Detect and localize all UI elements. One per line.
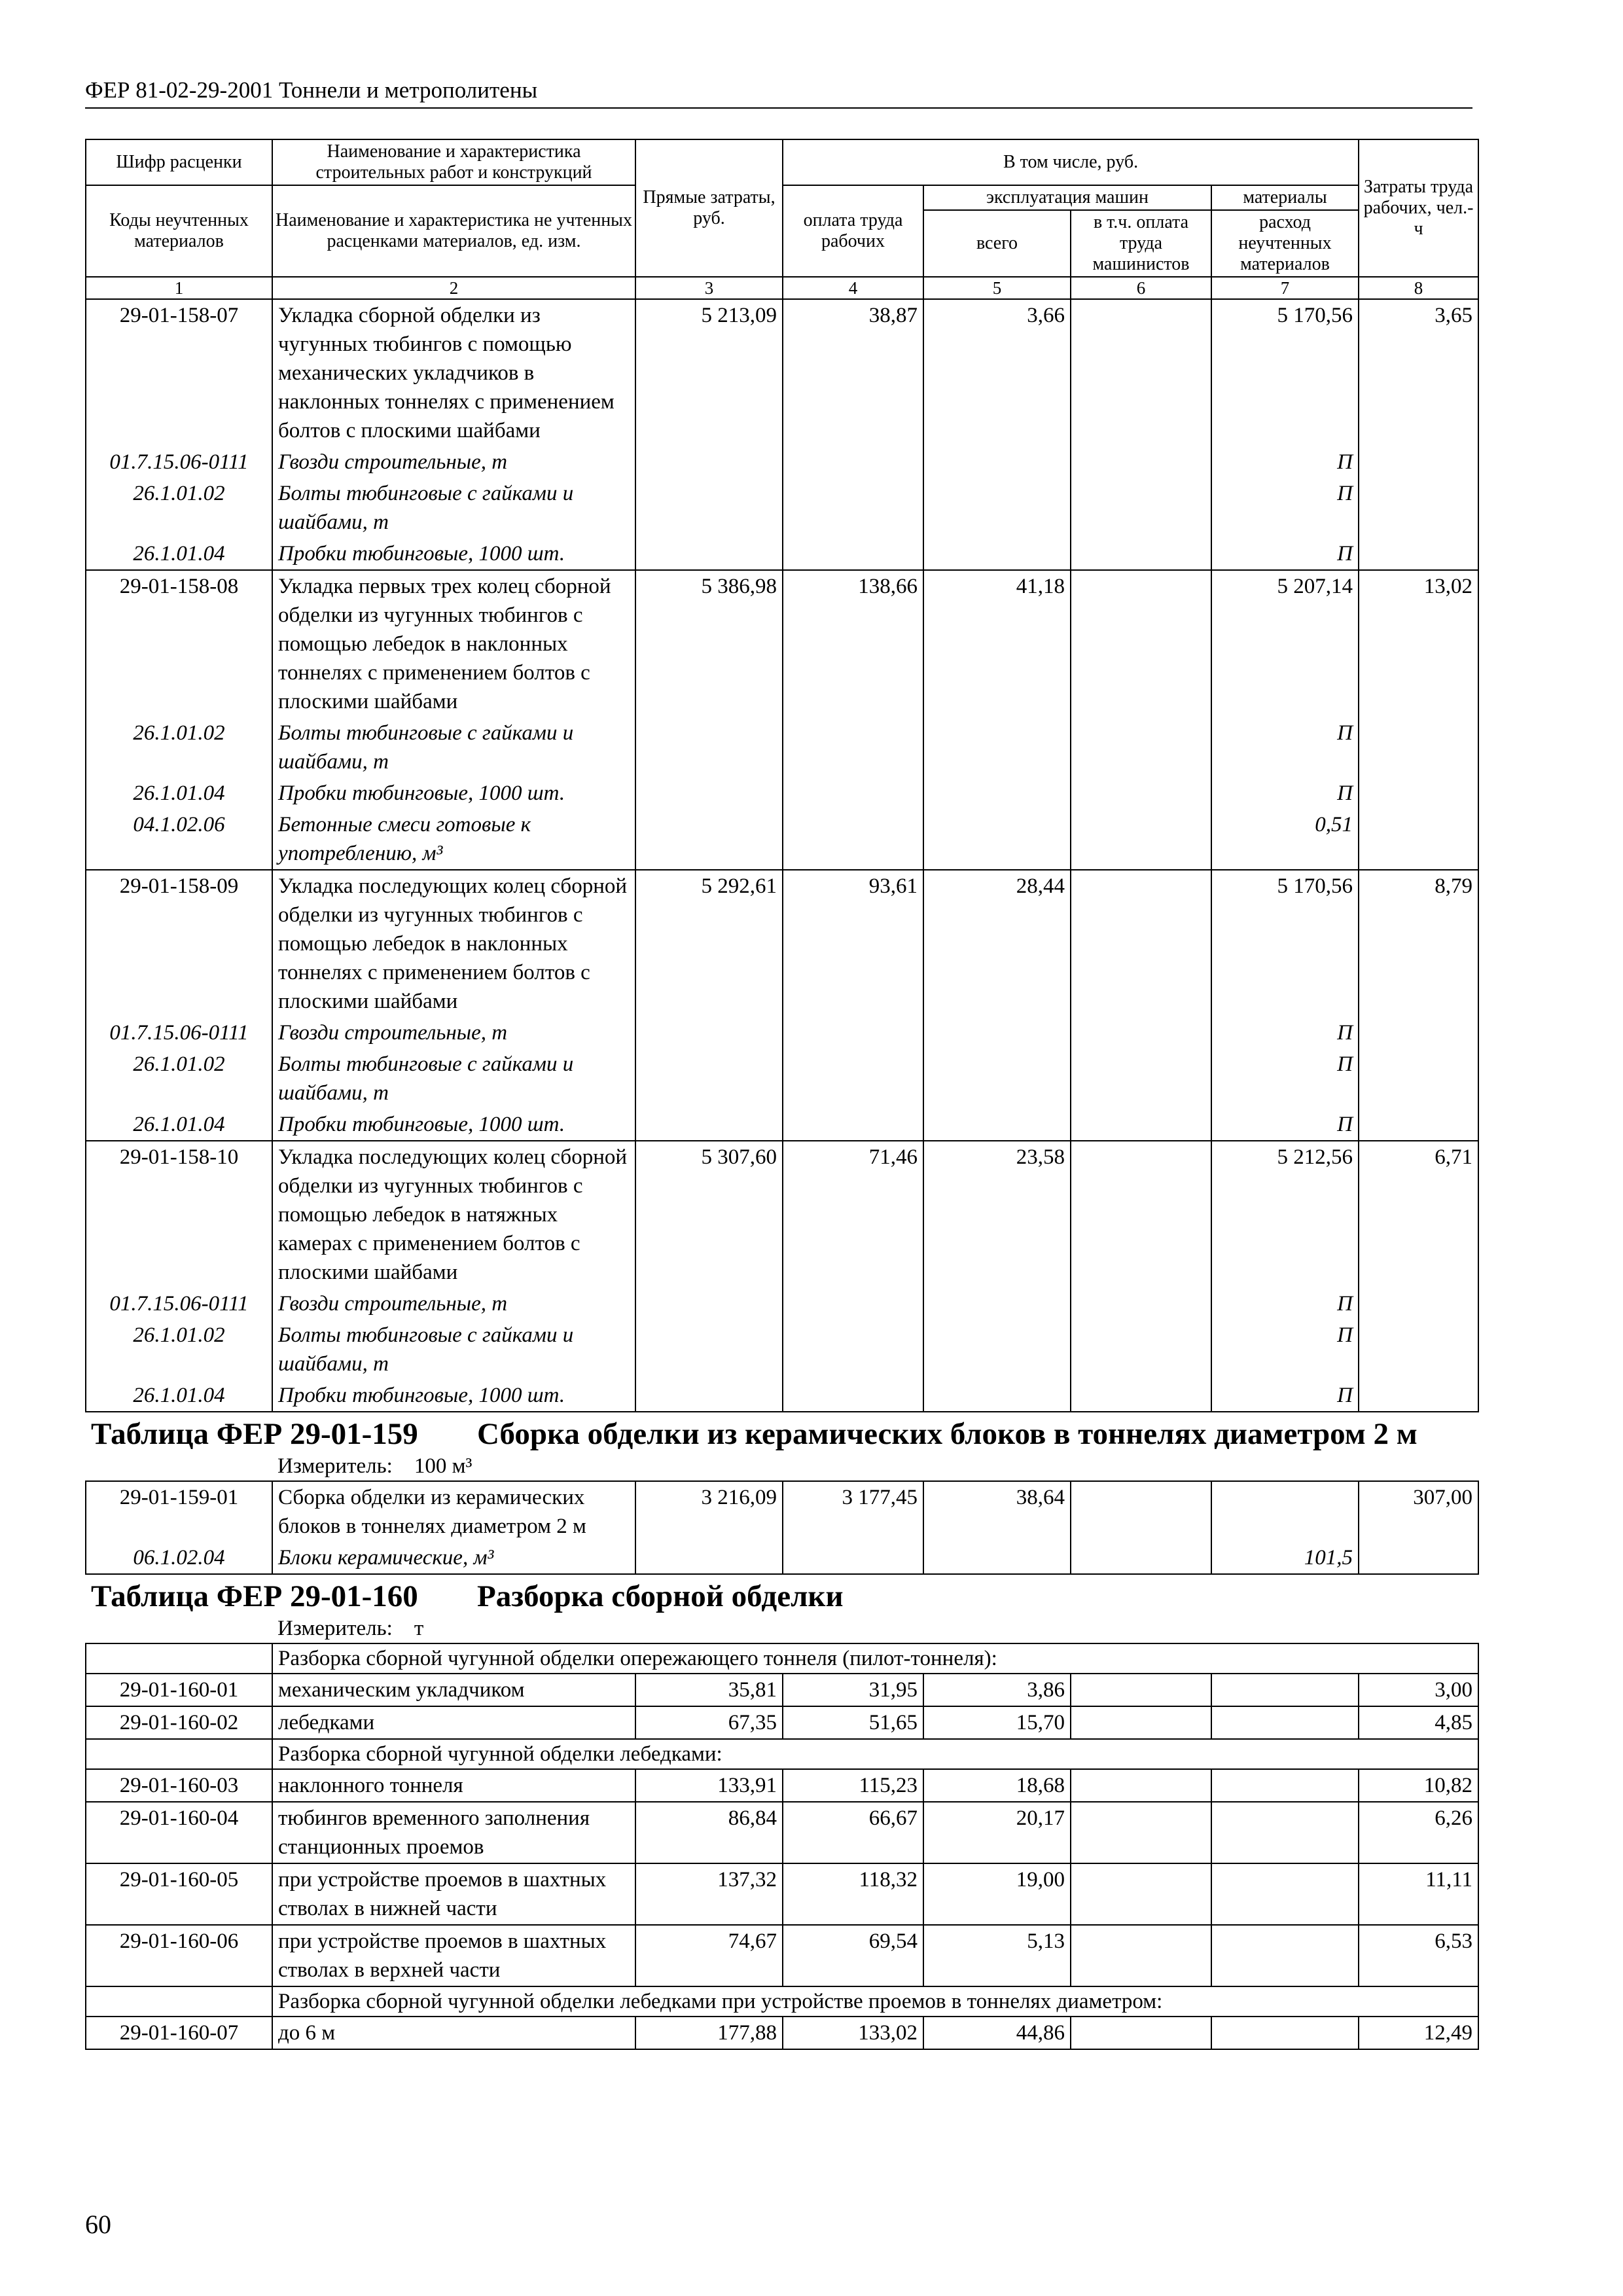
empty-cell xyxy=(783,809,923,870)
rate-code: 29-01-160-02 xyxy=(86,1706,272,1739)
table-code: Таблица ФЕР 29-01-159 xyxy=(91,1417,418,1451)
machines-total: 38,64 xyxy=(923,1481,1071,1542)
empty-cell xyxy=(1071,1288,1211,1319)
material-code: 04.1.02.06 xyxy=(86,809,272,870)
empty-cell xyxy=(1359,538,1478,570)
material-code: 26.1.01.04 xyxy=(86,538,272,570)
material-row xyxy=(86,778,1478,809)
rate-code: 29-01-160-04 xyxy=(86,1802,272,1863)
empty-cell xyxy=(783,1542,923,1574)
rate-code: 29-01-158-08 xyxy=(86,570,272,717)
material-usage: П xyxy=(1211,778,1359,809)
direct-cost: 67,35 xyxy=(635,1706,783,1739)
rate-name: лебедками xyxy=(272,1706,635,1739)
direct-cost: 3 216,09 xyxy=(635,1481,783,1542)
material-name: Бетонные смеси готовые к употреблению, м³ xyxy=(272,809,635,870)
rate-row xyxy=(86,1706,1478,1739)
rate-row xyxy=(86,1141,1478,1288)
empty-cell xyxy=(1359,1380,1478,1412)
measure-row xyxy=(86,1614,1478,1643)
material-usage: П xyxy=(1211,1017,1359,1049)
empty-cell xyxy=(923,1380,1071,1412)
empty-cell xyxy=(1359,1542,1478,1574)
col-number: 1 xyxy=(86,277,272,299)
material-code: 01.7.15.06-0111 xyxy=(86,446,272,478)
empty-cell xyxy=(923,1109,1071,1141)
rate-code: 29-01-158-07 xyxy=(86,299,272,446)
rate-row xyxy=(86,1802,1478,1863)
section-row xyxy=(86,1986,1478,2017)
empty-cell xyxy=(923,809,1071,870)
empty-cell xyxy=(635,1288,783,1319)
empty-cell xyxy=(86,1452,272,1481)
rate-code: 29-01-160-06 xyxy=(86,1925,272,1986)
rate-name: тюбингов временного заполнения станционных проемов xyxy=(272,1802,635,1863)
machines-pay xyxy=(1071,870,1211,1017)
empty-cell xyxy=(635,1109,783,1141)
table-name: Разборка сборной обделки xyxy=(477,1579,844,1613)
empty-cell xyxy=(1359,1109,1478,1141)
machines-total: 15,70 xyxy=(923,1706,1071,1739)
material-row xyxy=(86,809,1478,870)
rate-row xyxy=(86,870,1478,1017)
material-row xyxy=(86,1542,1478,1574)
measure-value: 100 м³ xyxy=(414,1454,473,1478)
col-machtotal-header: всего xyxy=(923,210,1071,277)
labor-hours: 13,02 xyxy=(1359,570,1478,717)
direct-cost: 5 307,60 xyxy=(635,1141,783,1288)
machines-total: 5,13 xyxy=(923,1925,1071,1986)
empty-cell xyxy=(1071,2017,1211,2049)
rate-name: при устройстве проемов в шахтных стволах в верхней части xyxy=(272,1925,635,1986)
material-name: Гвозди строительные, т xyxy=(272,446,635,478)
empty-cell xyxy=(635,446,783,478)
empty-cell xyxy=(1359,778,1478,809)
header-row-1 xyxy=(86,139,1478,185)
rates-table xyxy=(85,139,1479,2050)
machines-total: 19,00 xyxy=(923,1863,1071,1925)
empty-cell xyxy=(1071,1109,1211,1141)
direct-cost: 5 386,98 xyxy=(635,570,783,717)
material-name: Болты тюбинговые с гайками и шайбами, т xyxy=(272,717,635,778)
material-usage: П xyxy=(1211,1380,1359,1412)
empty-cell xyxy=(1359,717,1478,778)
rate-row xyxy=(86,1863,1478,1925)
material-row xyxy=(86,538,1478,570)
empty-cell xyxy=(783,1017,923,1049)
material-usage: 0,51 xyxy=(1211,809,1359,870)
direct-cost: 86,84 xyxy=(635,1802,783,1863)
labor-pay: 3 177,45 xyxy=(783,1481,923,1542)
rate-row xyxy=(86,299,1478,446)
rate-code: 29-01-159-01 xyxy=(86,1481,272,1542)
material-name: Блоки керамические, м³ xyxy=(272,1542,635,1574)
direct-cost: 35,81 xyxy=(635,1674,783,1706)
empty-cell xyxy=(86,1739,272,1769)
empty-cell xyxy=(1071,1863,1211,1925)
rate-name: наклонного тоннеля xyxy=(272,1769,635,1802)
labor-hours: 11,11 xyxy=(1359,1863,1478,1925)
material-row xyxy=(86,1049,1478,1109)
empty-cell xyxy=(635,778,783,809)
empty-cell xyxy=(1071,1706,1211,1739)
materials-cost: 5 170,56 xyxy=(1211,299,1359,446)
machines-total: 23,58 xyxy=(923,1141,1071,1288)
material-row xyxy=(86,717,1478,778)
empty-cell xyxy=(783,1288,923,1319)
labor-pay: 93,61 xyxy=(783,870,923,1017)
labor-pay: 115,23 xyxy=(783,1769,923,1802)
col-laborpay-header: оплата труда рабочих xyxy=(783,185,923,277)
rate-row xyxy=(86,570,1478,717)
rate-code: 29-01-158-10 xyxy=(86,1141,272,1288)
material-name: Пробки тюбинговые, 1000 шт. xyxy=(272,1380,635,1412)
material-code: 26.1.01.02 xyxy=(86,717,272,778)
col-matusage-header: расход неучтенных материалов xyxy=(1211,210,1359,277)
labor-hours: 6,71 xyxy=(1359,1141,1478,1288)
empty-cell xyxy=(1211,1925,1359,1986)
labor-pay: 69,54 xyxy=(783,1925,923,1986)
empty-cell xyxy=(923,1049,1071,1109)
material-row xyxy=(86,1288,1478,1319)
labor-hours: 4,85 xyxy=(1359,1706,1478,1739)
empty-cell xyxy=(923,1319,1071,1380)
material-code: 26.1.01.04 xyxy=(86,1109,272,1141)
rate-code: 29-01-160-07 xyxy=(86,2017,272,2049)
section-row xyxy=(86,1739,1478,1769)
section-title: Разборка сборной чугунной обделки опережающего тоннеля (пилот-тоннеля): xyxy=(272,1643,1478,1674)
empty-cell xyxy=(783,446,923,478)
labor-hours: 10,82 xyxy=(1359,1769,1478,1802)
labor-pay: 71,46 xyxy=(783,1141,923,1288)
materials-cost: 5 212,56 xyxy=(1211,1141,1359,1288)
empty-cell xyxy=(1071,717,1211,778)
machines-pay xyxy=(1071,1141,1211,1288)
table-title-160 xyxy=(86,1574,1478,1614)
material-row xyxy=(86,1319,1478,1380)
empty-cell xyxy=(1359,478,1478,538)
material-name: Гвозди строительные, т xyxy=(272,1017,635,1049)
empty-cell xyxy=(635,717,783,778)
materials-cost: 5 207,14 xyxy=(1211,570,1359,717)
labor-pay: 38,87 xyxy=(783,299,923,446)
empty-cell xyxy=(1359,1017,1478,1049)
col-materials-header: материалы xyxy=(1211,185,1359,210)
document-title: ФЕР 81-02-29-2001 Тоннели и метрополитены xyxy=(85,77,538,103)
material-name: Пробки тюбинговые, 1000 шт. xyxy=(272,778,635,809)
direct-cost: 137,32 xyxy=(635,1863,783,1925)
empty-cell xyxy=(783,478,923,538)
table-name: Сборка обделки из керамических блоков в тоннелях диаметром 2 м xyxy=(477,1417,1418,1451)
material-name: Болты тюбинговые с гайками и шайбами, т xyxy=(272,1049,635,1109)
labor-hours: 6,53 xyxy=(1359,1925,1478,1986)
empty-cell xyxy=(86,1986,272,2017)
rate-name: Укладка последующих колец сборной обделки из чугунных тюбингов с помощью лебедок в наклонных тоннелях с применением болтов с плоскими шайбами xyxy=(272,870,635,1017)
empty-cell xyxy=(923,778,1071,809)
direct-cost: 5 213,09 xyxy=(635,299,783,446)
empty-cell xyxy=(1071,1017,1211,1049)
material-row xyxy=(86,1380,1478,1412)
col-machpay-header: в т.ч. оплата труда машинистов xyxy=(1071,210,1211,277)
labor-hours: 8,79 xyxy=(1359,870,1478,1017)
empty-cell xyxy=(1071,1925,1211,1986)
empty-cell xyxy=(1071,1542,1211,1574)
empty-cell xyxy=(635,1049,783,1109)
empty-cell xyxy=(1071,1802,1211,1863)
empty-cell xyxy=(1071,538,1211,570)
rate-row xyxy=(86,1481,1478,1542)
machines-total: 41,18 xyxy=(923,570,1071,717)
labor-pay: 31,95 xyxy=(783,1674,923,1706)
empty-cell xyxy=(783,717,923,778)
rate-code: 29-01-160-03 xyxy=(86,1769,272,1802)
material-code: 06.1.02.04 xyxy=(86,1542,272,1574)
col-number: 2 xyxy=(272,277,635,299)
direct-cost: 177,88 xyxy=(635,2017,783,2049)
col-number: 8 xyxy=(1359,277,1478,299)
empty-cell xyxy=(923,1542,1071,1574)
measure-cell xyxy=(272,1614,1478,1643)
empty-cell xyxy=(1211,1769,1359,1802)
machines-total: 44,86 xyxy=(923,2017,1071,2049)
section-row xyxy=(86,1643,1478,1674)
material-row xyxy=(86,446,1478,478)
empty-cell xyxy=(1359,809,1478,870)
empty-cell xyxy=(923,717,1071,778)
empty-cell xyxy=(783,1049,923,1109)
col-matcodes-header: Коды неучтенных материалов xyxy=(86,185,272,277)
rate-code: 29-01-160-05 xyxy=(86,1863,272,1925)
empty-cell xyxy=(923,478,1071,538)
page-header xyxy=(85,77,1472,109)
materials-cost: 5 170,56 xyxy=(1211,870,1359,1017)
empty-cell xyxy=(635,1017,783,1049)
table-title-cell xyxy=(86,1412,1478,1452)
empty-cell xyxy=(1211,1802,1359,1863)
empty-cell xyxy=(783,1319,923,1380)
empty-cell xyxy=(1071,1049,1211,1109)
material-usage: П xyxy=(1211,1319,1359,1380)
material-row xyxy=(86,478,1478,538)
empty-cell xyxy=(635,478,783,538)
empty-cell xyxy=(923,446,1071,478)
empty-cell xyxy=(1071,446,1211,478)
empty-cell xyxy=(1211,2017,1359,2049)
machines-total: 3,86 xyxy=(923,1674,1071,1706)
empty-cell xyxy=(635,809,783,870)
material-code: 26.1.01.02 xyxy=(86,1319,272,1380)
material-name: Болты тюбинговые с гайками и шайбами, т xyxy=(272,1319,635,1380)
empty-cell xyxy=(783,1109,923,1141)
material-code: 26.1.01.02 xyxy=(86,478,272,538)
material-usage: 101,5 xyxy=(1211,1542,1359,1574)
material-code: 26.1.01.04 xyxy=(86,778,272,809)
material-code: 26.1.01.02 xyxy=(86,1049,272,1109)
material-usage: П xyxy=(1211,1049,1359,1109)
machines-total: 20,17 xyxy=(923,1802,1071,1863)
direct-cost: 5 292,61 xyxy=(635,870,783,1017)
rate-name: до 6 м xyxy=(272,2017,635,2049)
empty-cell xyxy=(1071,809,1211,870)
labor-hours: 307,00 xyxy=(1359,1481,1478,1542)
empty-cell xyxy=(635,1542,783,1574)
col-incl-header: В том числе, руб. xyxy=(783,139,1359,185)
empty-cell xyxy=(1071,478,1211,538)
machines-pay xyxy=(1071,299,1211,446)
labor-pay: 51,65 xyxy=(783,1706,923,1739)
col-number: 5 xyxy=(923,277,1071,299)
machines-pay xyxy=(1071,570,1211,717)
labor-pay: 118,32 xyxy=(783,1863,923,1925)
measure-value: т xyxy=(414,1617,424,1640)
section-title: Разборка сборной чугунной обделки лебедками: xyxy=(272,1739,1478,1769)
empty-cell xyxy=(923,1017,1071,1049)
material-usage: П xyxy=(1211,1109,1359,1141)
labor-hours: 3,65 xyxy=(1359,299,1478,446)
empty-cell xyxy=(1071,778,1211,809)
rate-name: Укладка последующих колец сборной обделки из чугунных тюбингов с помощью лебедок в натяжных камерах с применением болтов с плоскими шайбами xyxy=(272,1141,635,1288)
empty-cell xyxy=(635,538,783,570)
machines-total: 3,66 xyxy=(923,299,1071,446)
empty-cell xyxy=(923,538,1071,570)
table-title-159 xyxy=(86,1412,1478,1452)
empty-cell xyxy=(1071,1380,1211,1412)
empty-cell xyxy=(86,1614,272,1643)
material-name: Пробки тюбинговые, 1000 шт. xyxy=(272,1109,635,1141)
empty-cell xyxy=(1211,1863,1359,1925)
material-name: Болты тюбинговые с гайками и шайбами, т xyxy=(272,478,635,538)
labor-pay: 133,02 xyxy=(783,2017,923,2049)
empty-cell xyxy=(1211,1481,1359,1542)
labor-hours: 3,00 xyxy=(1359,1674,1478,1706)
col-number: 3 xyxy=(635,277,783,299)
rate-name: Укладка сборной обделки из чугунных тюбингов с помощью механических укладчиков в наклонных тоннелях с применением болтов с плоскими шайбами xyxy=(272,299,635,446)
rate-row xyxy=(86,1769,1478,1802)
material-code: 26.1.01.04 xyxy=(86,1380,272,1412)
machines-total: 18,68 xyxy=(923,1769,1071,1802)
empty-cell xyxy=(1359,446,1478,478)
measure-label: Измеритель: xyxy=(277,1617,393,1640)
col-code-header: Шифр расценки xyxy=(86,139,272,185)
rate-code: 29-01-158-09 xyxy=(86,870,272,1017)
table-title-cell xyxy=(86,1574,1478,1614)
rate-name: при устройстве проемов в шахтных стволах в нижней части xyxy=(272,1863,635,1925)
empty-cell xyxy=(1211,1674,1359,1706)
empty-cell xyxy=(1359,1319,1478,1380)
col-number: 4 xyxy=(783,277,923,299)
direct-cost: 74,67 xyxy=(635,1925,783,1986)
empty-cell xyxy=(783,778,923,809)
material-usage: П xyxy=(1211,717,1359,778)
material-row xyxy=(86,1109,1478,1141)
direct-cost: 133,91 xyxy=(635,1769,783,1802)
empty-cell xyxy=(1071,1319,1211,1380)
col-name-header: Наименование и характеристика строительных работ и конструкций xyxy=(272,139,635,185)
col-labor-header: Затраты труда рабочих, чел.-ч xyxy=(1359,139,1478,277)
col-direct-header: Прямые затраты, руб. xyxy=(635,139,783,277)
table-code: Таблица ФЕР 29-01-160 xyxy=(91,1579,418,1613)
rate-name: Укладка первых трех колец сборной обделки из чугунных тюбингов с помощью лебедок в наклонных тоннелях с применением болтов с плоскими шайбами xyxy=(272,570,635,717)
empty-cell xyxy=(783,538,923,570)
material-usage: П xyxy=(1211,446,1359,478)
labor-hours: 12,49 xyxy=(1359,2017,1478,2049)
col-number: 6 xyxy=(1071,277,1211,299)
empty-cell xyxy=(635,1380,783,1412)
material-code: 01.7.15.06-0111 xyxy=(86,1288,272,1319)
measure-cell xyxy=(272,1452,1478,1481)
material-name: Гвозди строительные, т xyxy=(272,1288,635,1319)
material-usage: П xyxy=(1211,478,1359,538)
measure-row xyxy=(86,1452,1478,1481)
material-usage: П xyxy=(1211,1288,1359,1319)
empty-cell xyxy=(1071,1769,1211,1802)
rate-name: механическим укладчиком xyxy=(272,1674,635,1706)
column-numbers-row xyxy=(86,277,1478,299)
material-code: 01.7.15.06-0111 xyxy=(86,1017,272,1049)
empty-cell xyxy=(783,1380,923,1412)
rate-row xyxy=(86,1925,1478,1986)
empty-cell xyxy=(1359,1288,1478,1319)
page-number: 60 xyxy=(85,2210,111,2239)
labor-hours: 6,26 xyxy=(1359,1802,1478,1863)
empty-cell xyxy=(86,1643,272,1674)
rate-code: 29-01-160-01 xyxy=(86,1674,272,1706)
empty-cell xyxy=(1071,1674,1211,1706)
labor-pay: 138,66 xyxy=(783,570,923,717)
empty-cell xyxy=(923,1288,1071,1319)
rate-row xyxy=(86,1674,1478,1706)
rate-name: Сборка обделки из керамических блоков в тоннелях диаметром 2 м xyxy=(272,1481,635,1542)
material-usage: П xyxy=(1211,538,1359,570)
col-number: 7 xyxy=(1211,277,1359,299)
labor-pay: 66,67 xyxy=(783,1802,923,1863)
empty-cell xyxy=(1359,1049,1478,1109)
measure-label: Измеритель: xyxy=(277,1454,393,1478)
col-machines-header: эксплуатация машин xyxy=(923,185,1211,210)
empty-cell xyxy=(635,1319,783,1380)
empty-cell xyxy=(1211,1706,1359,1739)
rate-row xyxy=(86,2017,1478,2049)
material-name: Пробки тюбинговые, 1000 шт. xyxy=(272,538,635,570)
machines-total: 28,44 xyxy=(923,870,1071,1017)
section-title: Разборка сборной чугунной обделки лебедками при устройстве проемов в тоннелях диаметром: xyxy=(272,1986,1478,2017)
material-row xyxy=(86,1017,1478,1049)
col-matnames-header: Наименование и характеристика не учтенных расценками материалов, ед. изм. xyxy=(272,185,635,277)
empty-cell xyxy=(1071,1481,1211,1542)
